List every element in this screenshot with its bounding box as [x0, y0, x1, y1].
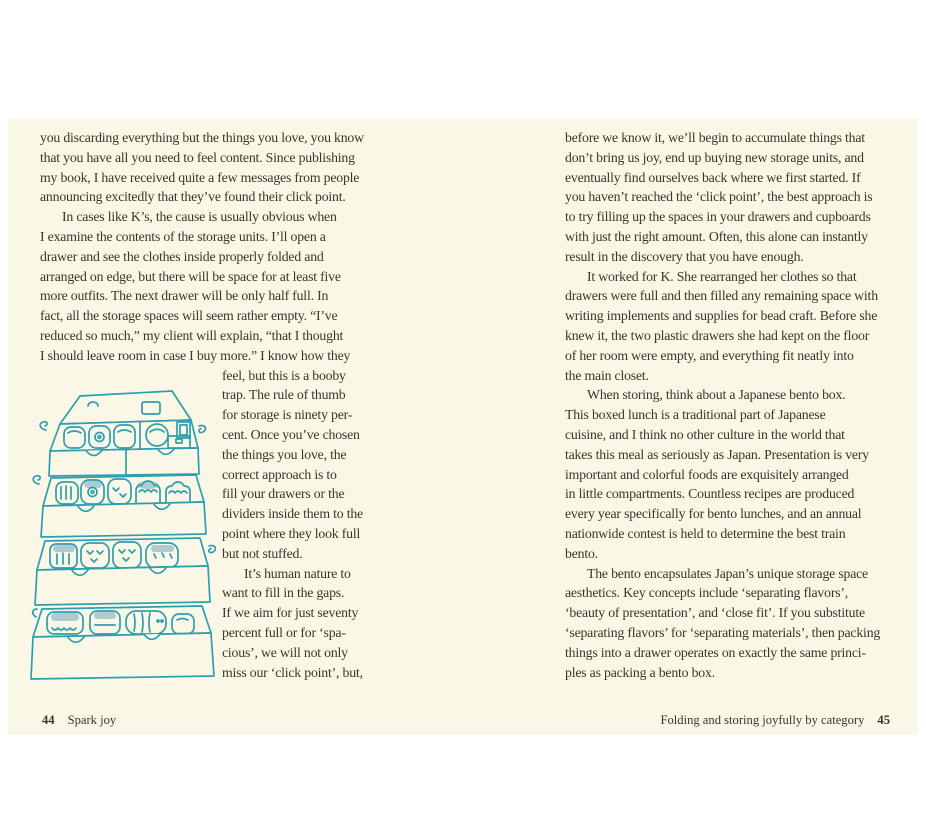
text-line: don’t bring us joy, end up buying new storage units, and	[565, 149, 864, 165]
text-line: If we aim for just seventy	[222, 605, 359, 621]
text-line: you discarding everything but the things you love, you know	[40, 130, 364, 145]
text-line: that you have all you need to feel content. Since publishing	[40, 149, 355, 165]
text-line: drawer and see the clothes inside properly folded and	[40, 248, 324, 264]
right-running-title: Folding and storing joyfully by category	[660, 713, 865, 727]
text-line: When storing, think about a Japanese bento box.	[587, 387, 846, 403]
text-line: of her room were empty, and everything fit neatly into	[565, 347, 854, 363]
right-page-footer	[660, 713, 890, 728]
text-line: ples as packing a bento box.	[565, 664, 715, 680]
text-line: result in the discovery that you have enough.	[565, 248, 804, 264]
chest-lid	[60, 391, 191, 424]
squiggle-icon	[40, 422, 47, 430]
text-line: cuisine, and I think no other culture in the world that	[565, 426, 845, 442]
squiggle-icon	[199, 426, 206, 433]
text-line: announcing excitedly that they’ve found their click point.	[40, 189, 346, 205]
drawers-illustration	[30, 388, 216, 690]
text-line: correct approach is to	[222, 466, 337, 482]
text-line: before we know it, we’ll begin to accumulate things that	[565, 130, 865, 145]
drawer-4	[31, 606, 214, 679]
book-spread	[8, 118, 918, 735]
drawer-2	[41, 475, 206, 537]
text-line: reduced so much,” my client will explain, “that I thought	[40, 327, 344, 343]
text-line: but not stuffed.	[222, 545, 303, 561]
text-line: nationwide contest is held to determine the best train	[565, 525, 846, 541]
text-line: fill your drawers or the	[222, 486, 345, 502]
text-line: every year specifically for bento lunches, and an annual	[565, 506, 862, 522]
text-line: In cases like K’s, the cause is usually obvious when	[62, 209, 337, 225]
text-line: to try filling up the spaces in your drawers and cupboards	[565, 209, 871, 225]
text-line: I examine the contents of the storage units. I’ll open a	[40, 228, 326, 244]
left-page-footer	[42, 713, 116, 728]
drawer-3	[35, 538, 210, 605]
text-line: feel, but this is a booby	[222, 367, 346, 383]
text-line: arranged on edge, but there will be space for at least five	[40, 268, 341, 284]
squiggle-icon	[33, 476, 40, 484]
text-line: trap. The rule of thumb	[222, 387, 346, 403]
left-running-title: Spark joy	[67, 713, 117, 727]
text-line: eventually find ourselves back where we first started. If	[565, 169, 861, 185]
text-line: percent full or for ‘spa-	[222, 624, 346, 640]
text-line: you haven’t reached the ‘click point’, the best approach is	[565, 189, 873, 205]
text-line: for storage is ninety per-	[222, 407, 353, 423]
text-line: the main closet.	[565, 367, 649, 383]
text-line: cent. Once you’ve chosen	[222, 426, 360, 442]
text-line: miss our ‘click point’, but,	[222, 664, 363, 680]
text-line: dividers inside them to the	[222, 506, 363, 522]
text-line: This boxed lunch is a traditional part of Japanese	[565, 407, 826, 423]
text-line: writing implements and supplies for bead craft. Before she	[565, 308, 878, 324]
text-line: with just the right amount. Often, this alone can instantly	[565, 228, 868, 244]
text-line: bento.	[565, 545, 598, 561]
right-page-text	[565, 128, 917, 682]
text-line: drawers were full and then filled any remaining space with	[565, 288, 878, 304]
text-line: cious’, we will not only	[222, 644, 348, 660]
text-line: It worked for K. She rearranged her clothes so that	[587, 268, 857, 284]
text-line: more outfits. The next drawer will be only half full. In	[40, 288, 329, 304]
text-line: things into a drawer operates on exactly the same princi-	[565, 644, 866, 660]
text-line: want to fill in the gaps.	[222, 585, 345, 601]
text-line: important and colorful foods are exquisitely arranged	[565, 466, 849, 482]
text-line: aesthetics. Key concepts include ‘separating flavors’,	[565, 585, 849, 601]
squiggle-icon	[209, 546, 216, 553]
right-page-number: 45	[877, 713, 890, 727]
text-line: ‘separating flavors’ for ‘separating materials’, then packing	[565, 624, 881, 640]
text-line: fact, all the storage spaces will seem rather empty. “I’ve	[40, 308, 338, 324]
left-page-number: 44	[42, 713, 55, 727]
text-line: my book, I have received quite a few messages from people	[40, 169, 360, 185]
text-line: The bento encapsulates Japan’s unique storage space	[587, 565, 868, 581]
text-line: I should leave room in case I buy more.” I know how they	[40, 347, 351, 363]
text-line: point where they look full	[222, 525, 361, 541]
drawer-1	[49, 420, 199, 476]
squiggle-icon	[33, 609, 37, 617]
text-line: takes this meal as seriously as Japan. Presentation is very	[565, 446, 869, 462]
text-line: ‘beauty of presentation’, and ‘close fit’. If you substitute	[565, 605, 865, 621]
text-line: It’s human nature to	[244, 565, 351, 581]
text-line: knew it, the two plastic drawers she had kept on the floor	[565, 327, 870, 343]
text-line: the things you love, the	[222, 446, 347, 462]
text-line: in little compartments. Countless recipes are produced	[565, 486, 855, 502]
